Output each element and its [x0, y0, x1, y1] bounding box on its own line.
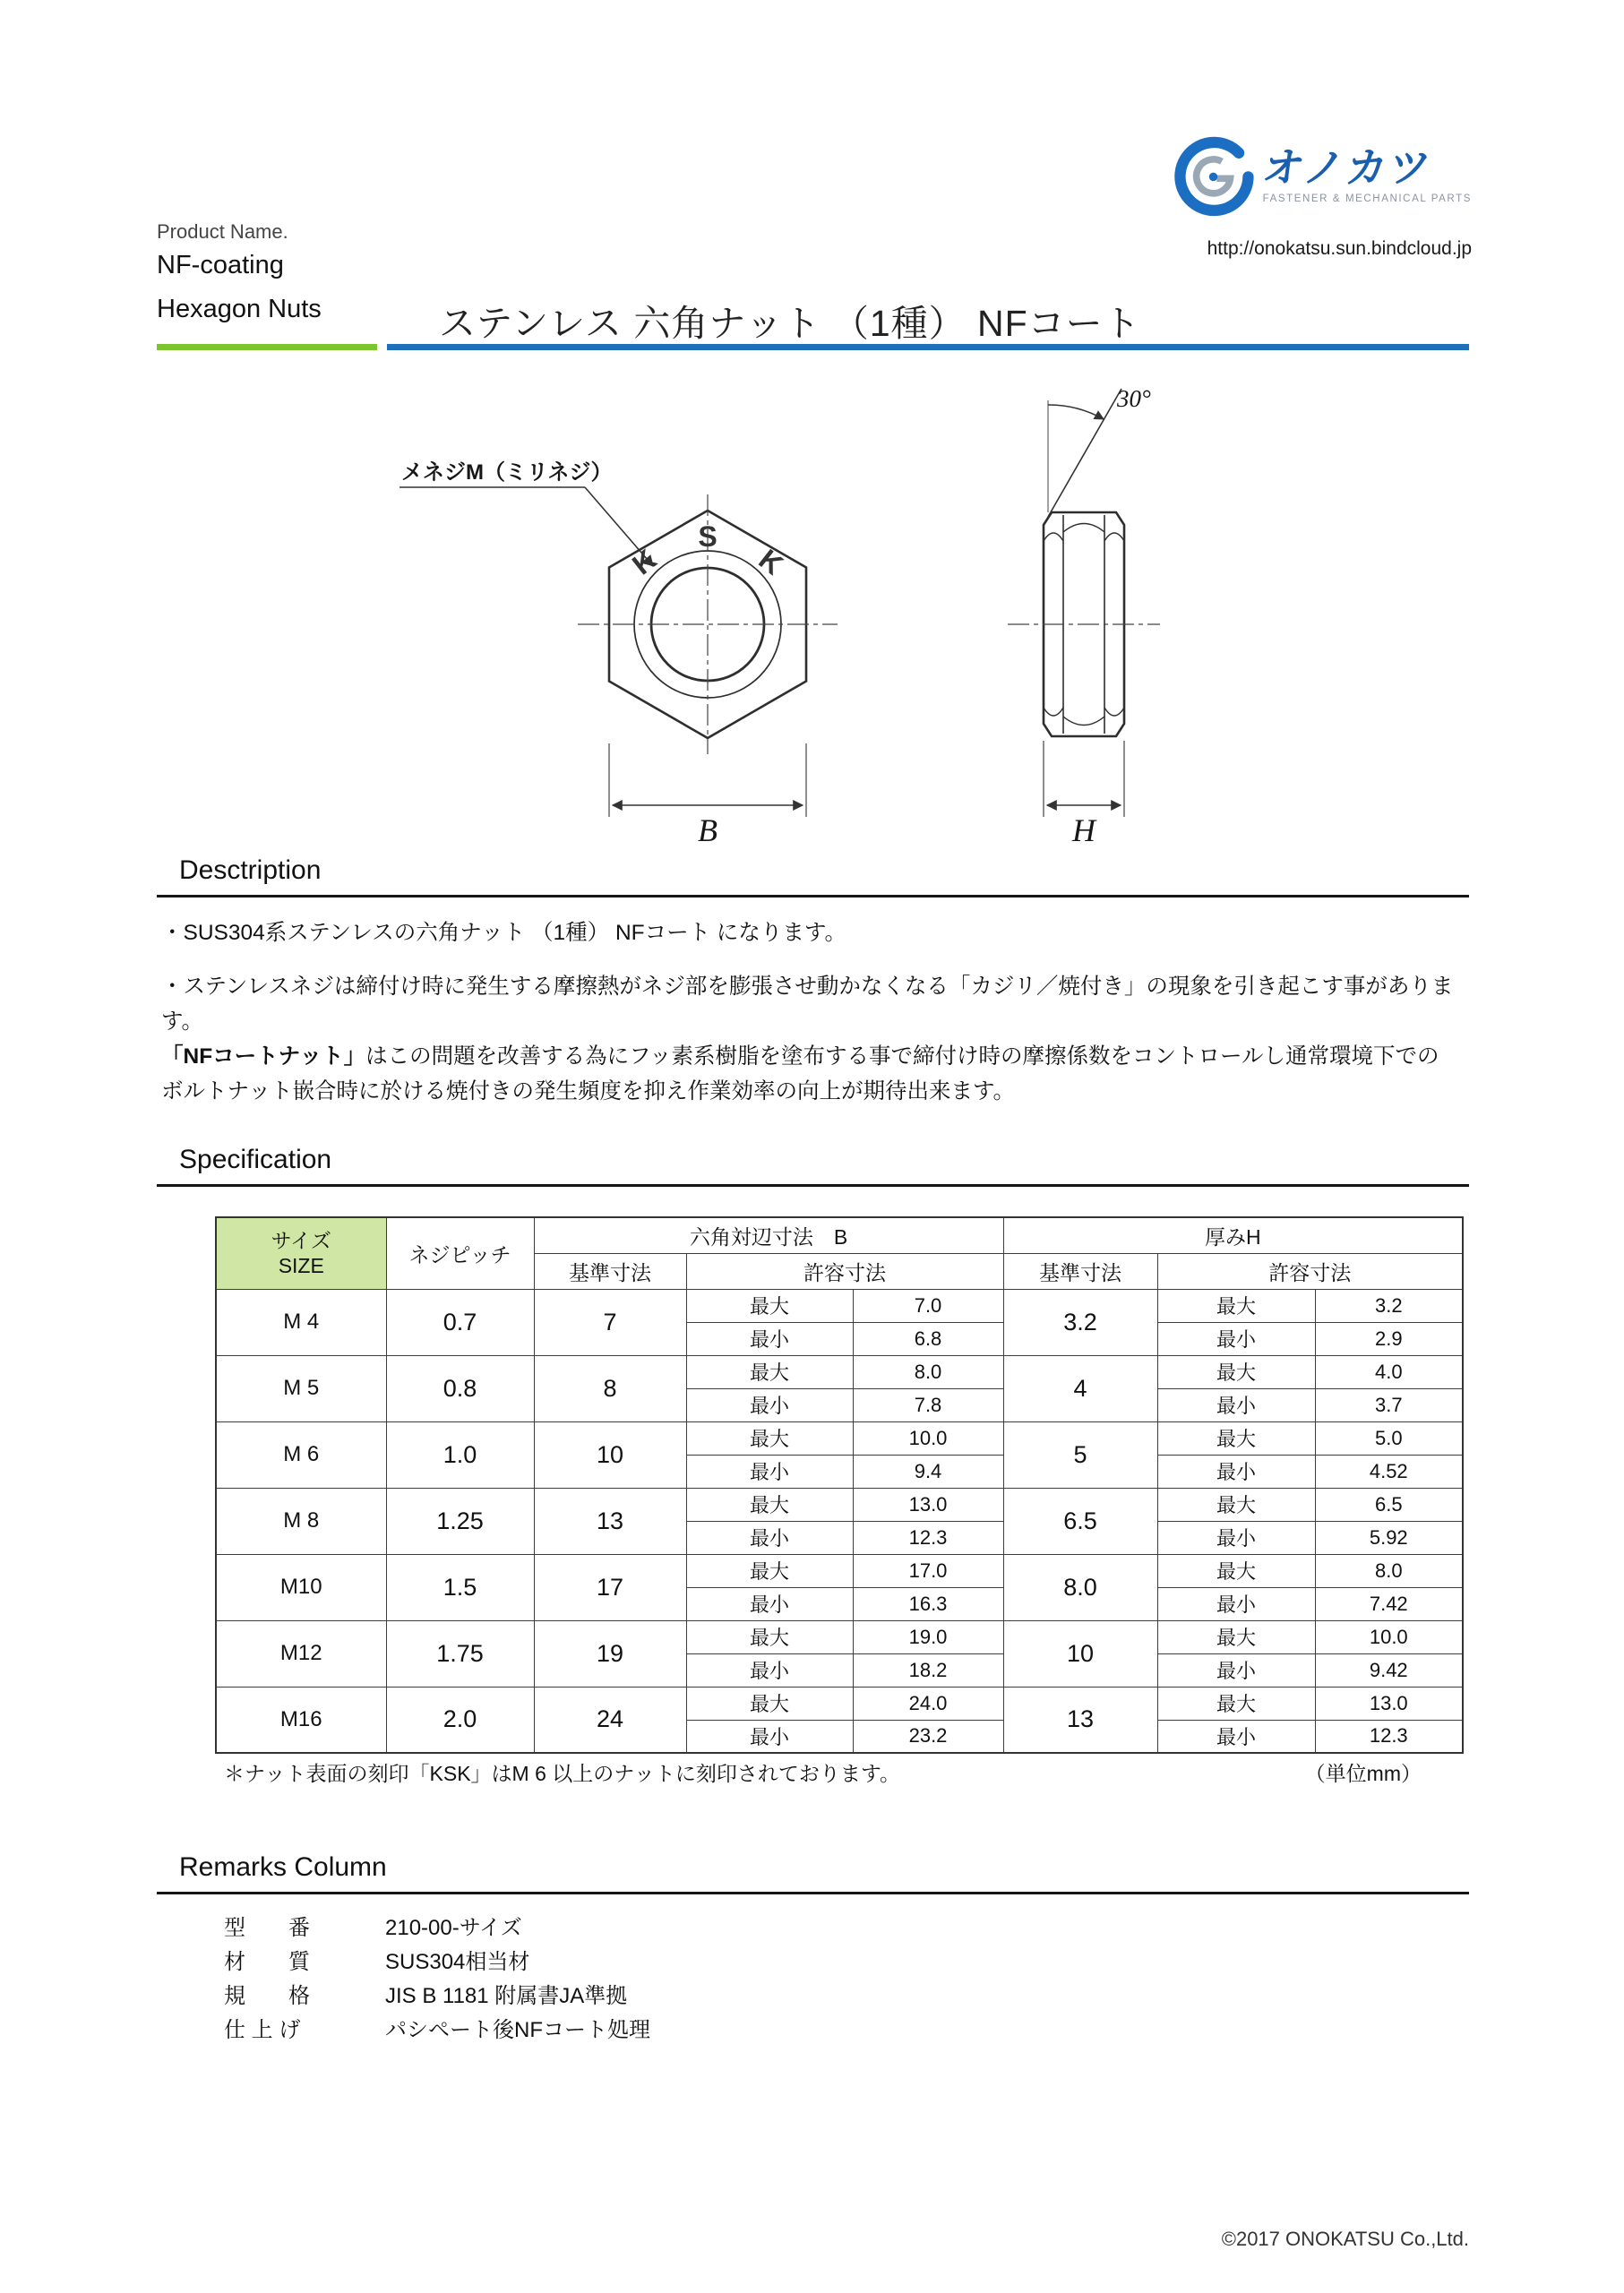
cell-h-standard: 8.0	[1003, 1554, 1157, 1620]
cell-pitch: 2.0	[386, 1687, 534, 1753]
header-h-standard: 基準寸法	[1003, 1253, 1157, 1289]
header-thickness: 厚みH	[1003, 1217, 1463, 1253]
product-name-block	[157, 220, 322, 324]
cell-b-min-value: 6.8	[853, 1322, 1003, 1355]
cell-b-max-value: 10.0	[853, 1421, 1003, 1455]
remarks-list	[224, 1910, 650, 2046]
remark-label: 仕 上 げ	[224, 2018, 301, 2042]
cell-b-standard: 13	[534, 1488, 686, 1554]
description-rule	[157, 895, 1469, 897]
specification-table	[215, 1216, 1464, 1754]
cell-h-min-label: 最小	[1157, 1587, 1315, 1620]
cell-b-min-value: 9.4	[853, 1455, 1003, 1488]
cell-b-max-label: 最大	[686, 1289, 853, 1322]
cell-h-min-label: 最小	[1157, 1455, 1315, 1488]
cell-b-max-label: 最大	[686, 1554, 853, 1587]
remark-value: パシペート後NFコート処理	[385, 2018, 650, 2042]
cell-b-max-value: 13.0	[853, 1488, 1003, 1521]
technical-drawing	[358, 369, 1254, 857]
cell-size: M 6	[216, 1421, 386, 1488]
nut-front-view	[578, 494, 838, 754]
cell-b-max-label: 最大	[686, 1488, 853, 1521]
description-heading: Desctription	[179, 855, 322, 885]
cell-size: M 8	[216, 1488, 386, 1554]
cell-h-min-value: 9.42	[1315, 1653, 1463, 1687]
thread-size-label: メネジM（ミリネジ）	[401, 460, 613, 485]
nut-side-view	[1008, 512, 1160, 736]
logo-company-name: オノカツ	[1259, 143, 1436, 191]
cell-h-min-label: 最小	[1157, 1653, 1315, 1687]
specification-rule	[157, 1184, 1469, 1187]
cell-b-max-value: 7.0	[853, 1289, 1003, 1322]
cell-b-min-value: 7.8	[853, 1388, 1003, 1421]
header-b-standard: 基準寸法	[534, 1253, 686, 1289]
angle-label: 30°	[1117, 385, 1151, 412]
cell-h-min-label: 最小	[1157, 1322, 1315, 1355]
cell-h-max-label: 最大	[1157, 1355, 1315, 1388]
cell-b-standard: 17	[534, 1554, 686, 1620]
cell-b-min-label: 最小	[686, 1388, 853, 1421]
cell-b-max-label: 最大	[686, 1355, 853, 1388]
cell-b-min-value: 18.2	[853, 1653, 1003, 1687]
spec-table-body	[216, 1289, 1463, 1753]
description-line2: ・ステンレスネジは締付け時に発生する摩擦熱がネジ部を膨張させ動かなくなる「カジリ／焼付き」の現象を引き起こす事があります。	[161, 975, 1454, 1034]
page-title: ステンレス 六角ナット （1種） NFコート	[439, 303, 1141, 344]
cell-size: M10	[216, 1554, 386, 1620]
spec-row-max	[216, 1421, 1463, 1455]
cell-h-max-label: 最大	[1157, 1620, 1315, 1653]
cell-b-standard: 8	[534, 1355, 686, 1421]
cell-b-standard: 19	[534, 1620, 686, 1687]
cell-b-max-label: 最大	[686, 1620, 853, 1653]
description-line3-rest: はこの問題を改善する為にフッ素系樹脂を塗布する事で締付け時の摩擦係数をコントロールし通常環境下での	[365, 1044, 1439, 1069]
description-line4: ボルトナット嵌合時に於ける焼付きの発生頻度を抑え作業効率の向上が期待出来ます。	[161, 1079, 1016, 1104]
cell-h-standard: 3.2	[1003, 1289, 1157, 1355]
dimension-h	[1044, 741, 1124, 848]
header-b-tolerance: 許容寸法	[686, 1253, 1003, 1289]
remark-value: JIS B 1181 附属書JA準拠	[385, 1984, 628, 2008]
onokatsu-logo-icon	[1171, 133, 1256, 218]
cell-h-max-value: 10.0	[1315, 1620, 1463, 1653]
cell-b-max-value: 8.0	[853, 1355, 1003, 1388]
cell-size: M16	[216, 1687, 386, 1753]
cell-h-max-label: 最大	[1157, 1554, 1315, 1587]
cell-h-min-label: 最小	[1157, 1720, 1315, 1753]
spec-row-max	[216, 1620, 1463, 1653]
specification-heading: Specification	[179, 1145, 332, 1174]
remark-label: 材 質	[224, 1950, 310, 1974]
stamp-note: ＊ナット表面の刻印「KSK」はM 6 以上のナットに刻印されております。	[224, 1762, 900, 1785]
cell-size: M12	[216, 1620, 386, 1687]
header-size-en: SIZE	[278, 1254, 324, 1278]
stamp-letter-s: S	[698, 520, 717, 553]
cell-b-min-label: 最小	[686, 1587, 853, 1620]
cell-h-min-value: 3.7	[1315, 1388, 1463, 1421]
header-h-tolerance: 許容寸法	[1157, 1253, 1463, 1289]
cell-pitch: 0.7	[386, 1289, 534, 1355]
cell-h-standard: 10	[1003, 1620, 1157, 1687]
cell-h-min-label: 最小	[1157, 1388, 1315, 1421]
table-note-row	[215, 1757, 1462, 1787]
cell-h-max-value: 4.0	[1315, 1355, 1463, 1388]
cell-h-max-value: 6.5	[1315, 1488, 1463, 1521]
dim-b-label: B	[698, 812, 717, 848]
remark-label: 型 番	[224, 1916, 310, 1940]
cell-pitch: 1.75	[386, 1620, 534, 1687]
cell-h-min-value: 2.9	[1315, 1322, 1463, 1355]
chamfer-angle-callout	[1048, 385, 1151, 517]
logo-texts	[1259, 143, 1472, 204]
header-pitch: ネジピッチ	[386, 1217, 534, 1289]
cell-b-min-value: 16.3	[853, 1587, 1003, 1620]
cell-b-max-value: 24.0	[853, 1687, 1003, 1720]
product-name-label: Product Name.	[157, 220, 288, 243]
cell-b-max-label: 最大	[686, 1421, 853, 1455]
description-text	[161, 915, 1478, 1109]
description-line3-bold: 「NFコートナット」	[161, 1044, 366, 1069]
cell-pitch: 1.5	[386, 1554, 534, 1620]
cell-size: M 5	[216, 1355, 386, 1421]
cell-h-max-label: 最大	[1157, 1687, 1315, 1720]
cell-pitch: 1.0	[386, 1421, 534, 1488]
cell-h-min-value: 4.52	[1315, 1455, 1463, 1488]
cell-b-standard: 7	[534, 1289, 686, 1355]
description-line1: ・SUS304系ステンレスの六角ナット （1種） NFコート になります。	[161, 921, 846, 945]
cell-pitch: 0.8	[386, 1355, 534, 1421]
stamp-letter-k1: K	[626, 543, 663, 581]
cell-b-min-label: 最小	[686, 1720, 853, 1753]
remark-row-finish	[224, 2012, 650, 2046]
dimension-b	[609, 743, 806, 848]
header-size-ja: サイズ	[271, 1229, 331, 1253]
cell-h-max-value: 8.0	[1315, 1554, 1463, 1587]
cell-size: M 4	[216, 1289, 386, 1355]
header-size	[216, 1217, 386, 1289]
cell-b-standard: 10	[534, 1421, 686, 1488]
spec-row-max	[216, 1554, 1463, 1587]
spec-row-max	[216, 1687, 1463, 1720]
cell-h-max-label: 最大	[1157, 1488, 1315, 1521]
remarks-rule	[157, 1892, 1469, 1894]
remarks-heading: Remarks Column	[179, 1852, 387, 1882]
dim-h-label: H	[1072, 812, 1096, 848]
cell-b-min-value: 12.3	[853, 1521, 1003, 1554]
cell-b-min-label: 最小	[686, 1455, 853, 1488]
company-url: http://onokatsu.sun.bindcloud.jp	[1207, 238, 1472, 259]
cell-b-min-value: 23.2	[853, 1720, 1003, 1753]
cell-h-standard: 5	[1003, 1421, 1157, 1488]
cell-h-max-label: 最大	[1157, 1289, 1315, 1322]
cell-b-max-value: 17.0	[853, 1554, 1003, 1587]
cell-b-min-label: 最小	[686, 1521, 853, 1554]
description-line3	[161, 1039, 1478, 1074]
cell-b-standard: 24	[534, 1687, 686, 1753]
remark-label: 規 格	[224, 1984, 310, 2008]
stamp-letter-k2: K	[752, 543, 789, 581]
product-name-line2: Hexagon Nuts	[157, 295, 322, 323]
cell-h-min-value: 5.92	[1315, 1521, 1463, 1554]
remark-value: SUS304相当材	[385, 1950, 530, 1974]
cell-h-standard: 4	[1003, 1355, 1157, 1421]
cell-h-max-value: 13.0	[1315, 1687, 1463, 1720]
remark-value: 210-00-サイズ	[385, 1916, 522, 1940]
cell-h-max-label: 最大	[1157, 1421, 1315, 1455]
company-logo	[1171, 133, 1472, 218]
green-accent-bar	[157, 344, 377, 350]
cell-h-min-value: 7.42	[1315, 1587, 1463, 1620]
logo-tagline: FASTENER & MECHANICAL PARTS	[1262, 193, 1472, 204]
copyright: ©2017 ONOKATSU Co.,Ltd.	[1221, 2228, 1469, 2250]
cell-h-min-label: 最小	[1157, 1521, 1315, 1554]
remark-row-material	[224, 1944, 650, 1978]
cell-h-standard: 13	[1003, 1687, 1157, 1753]
cell-h-max-value: 5.0	[1315, 1421, 1463, 1455]
spec-header-row-1	[216, 1217, 1463, 1253]
spec-row-max	[216, 1289, 1463, 1322]
unit-label: （単位mm）	[1304, 1762, 1422, 1785]
cell-b-max-value: 19.0	[853, 1620, 1003, 1653]
specification-table-wrap	[215, 1216, 1462, 1754]
header-width-across-flats: 六角対辺寸法 B	[534, 1217, 1003, 1253]
cell-b-min-label: 最小	[686, 1653, 853, 1687]
cell-h-max-value: 3.2	[1315, 1289, 1463, 1322]
spec-row-max	[216, 1355, 1463, 1388]
remark-row-standard	[224, 1978, 650, 2012]
cell-h-standard: 6.5	[1003, 1488, 1157, 1554]
cell-h-min-value: 12.3	[1315, 1720, 1463, 1753]
spec-row-max	[216, 1488, 1463, 1521]
cell-pitch: 1.25	[386, 1488, 534, 1554]
product-name-line1: NF-coating	[157, 251, 284, 279]
blue-accent-bar	[387, 344, 1469, 350]
cell-b-max-label: 最大	[686, 1687, 853, 1720]
remark-row-model	[224, 1910, 650, 1944]
cell-b-min-label: 最小	[686, 1322, 853, 1355]
